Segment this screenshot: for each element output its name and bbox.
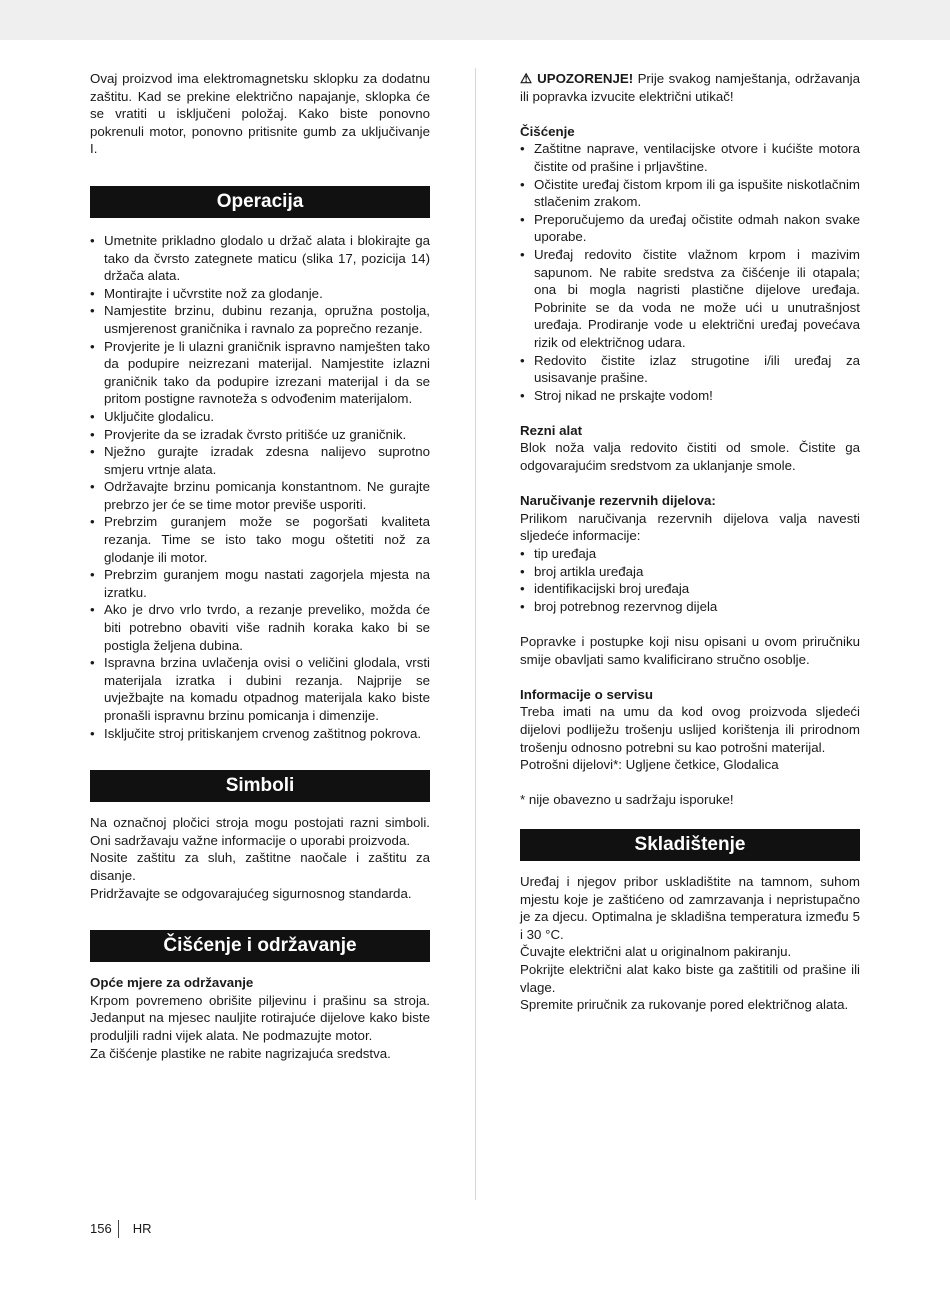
list-item: • Umetnite prikladno glodalo u držač alata i blokirajte ga tako da čvrsto zategnete maticu (slika 17, pozicija 14) držača alata. [90, 232, 430, 285]
list-item: • tip uređaja [520, 545, 860, 563]
simboli-paragraph: Nosite zaštitu za sluh, zaštitne naočale i zaštitu za disanje. [90, 850, 430, 883]
list-item: • Održavajte brzinu pomicanja konstantnom. Ne gurajte prebrzo jer će se time motor previše usporiti. [90, 478, 430, 513]
list-item: • Stroj nikad ne prskajte vodom! [520, 387, 860, 405]
consumables-line: Potrošni dijelovi*: Ugljene četkice, Glodalica [520, 757, 779, 773]
section-title-simboli: Simboli [90, 770, 430, 802]
section-title-operacija: Operacija [90, 186, 430, 218]
blade-paragraph: Blok noža valja redovito čistiti od smole. Čistite ga odgovarajućim sredstvom za uklanjanje smole. [520, 440, 860, 474]
list-item: • Uključite glodalicu. [90, 408, 430, 426]
maintenance-paragraph: Krpom povremeno obrišite piljevinu i prašinu sa stroja. Jedanput na mjesec nauljite rotirajuće dijelove kako biste produljili radni vijek alata. Ne podmazujte motor. [90, 992, 430, 1043]
list-item: • broj artikla uređaja [520, 563, 860, 581]
maintenance-subtitle: Opće mjere za održavanje [90, 975, 254, 991]
cleaning-title: Čišćenje [520, 123, 575, 139]
list-item: • Namjestite brzinu, dubinu rezanja, opružna postolja, usmjerenost graničnika i ravnalo za poprečno rezanje. [90, 302, 430, 337]
list-item: • Redovito čistite izlaz strugotine i/ili uređaj za usisavanje prašine. [520, 352, 860, 387]
page-number: 156 [90, 1220, 119, 1238]
list-item: • broj potrebnog rezervnog dijela [520, 598, 860, 616]
simboli-paragraph: Pridržavajte se odgovarajućeg sigurnosnog standarda. [90, 885, 412, 901]
list-item: • Očistite uređaj čistom krpom ili ga ispušite niskotlačnim stlačenim zrakom. [520, 176, 860, 211]
list-item: • Provjerite je li ulazni graničnik ispravno namješten tako da podupire neizrezani materijal. Namjestite izlazni graničnik tako da podupire izrezani materijal i da se pritom postigne ravnoteža s odvođenim materijalom. [90, 338, 430, 408]
section-title-skladistenje: Skladištenje [520, 829, 860, 861]
warning-triangle-icon: ⚠ [520, 71, 533, 86]
repairs-note: Popravke i postupke koji nisu opisani u ovom priručniku smije obavljati samo kvalificirano stručno osoblje. [520, 634, 860, 667]
top-bar [0, 0, 950, 40]
language-code: HR [132, 1221, 152, 1236]
warning-paragraph [520, 70, 860, 105]
parts-title: Naručivanje rezervnih dijelova: [520, 493, 716, 509]
warning-label: UPOZORENJE! [537, 71, 634, 86]
parts-list [520, 545, 860, 615]
blade-title: Rezni alat [520, 422, 583, 438]
cleaning-list [520, 140, 860, 404]
left-column [90, 70, 430, 1062]
storage-paragraph: Uređaj i njegov pribor uskladištite na tamnom, suhom mjestu koje je zaštićeno od zamrzavanja i nepristupačno je za djecu. Optimalna je skladišna temperatura između 5 i 30 °C. [520, 873, 860, 942]
list-item: • Isključite stroj pritiskanjem crvenog zaštitnog pokrova. [90, 725, 430, 743]
list-item: • Uređaj redovito čistite vlažnom krpom i mazivim sapunom. Ne rabite sredstva za čišćenje ili otapala; ona bi mogla nagristi plastične dijelove uređaja. Pobrinite se da voda ne može ući u unutrašnjost uređaja. Prodiranje vode u električni uređaj povećava rizik od električnog udara. [520, 246, 860, 352]
list-item: • Prebrzim guranjem može se pogoršati kvaliteta rezanja. Time se isto tako mogu oštetiti nož za glodanje ili motor. [90, 513, 430, 566]
service-paragraph: Treba imati na umu da kod ovog proizvoda sljedeći dijelovi podliježu trošenju uslijed korištenja ili prirodnom trošenju odnosno potrebni su kao potrošni materijal. [520, 704, 860, 755]
list-item: • Provjerite da se izradak čvrsto pritišće uz graničnik. [90, 426, 430, 444]
list-item: • Ako je drvo vrlo tvrdo, a rezanje preveliko, možda će biti potrebno obaviti više radnih koraka kako bi se postigla željena dubina. [90, 601, 430, 654]
warning-text: Prije svakog namještanja, održavanja ili popravka izvucite električni utikač! [520, 71, 861, 104]
parts-paragraph: Prilikom naručivanja rezervnih dijelova valja navesti sljedeće informacije: [520, 510, 860, 544]
right-column [520, 70, 860, 1014]
list-item: • identifikacijski broj uređaja [520, 580, 860, 598]
simboli-paragraph: Na označnoj pločici stroja mogu postojati razni simboli. Oni sadržavaju važne informacije o uporabi proizvoda. [90, 815, 430, 848]
list-item: • Nježno gurajte izradak zdesna nalijevo suprotno smjeru vrtnje alata. [90, 443, 430, 478]
storage-paragraph: Pokrijte električni alat kako biste ga zaštitili od prašine ili vlage. [520, 961, 860, 995]
list-item: • Ispravna brzina uvlačenja ovisi o veličini glodala, vrsti materijala izratka i dubini rezanja. Najprije se uvježbajte na komadu otpadnog materijala kako biste pronašli ispravnu brzinu pomicanja i dimenzije. [90, 654, 430, 724]
list-item: • Preporučujemo da uređaj očistite odmah nakon svake uporabe. [520, 211, 860, 246]
storage-paragraph: Čuvajte električni alat u originalnom pakiranju. [520, 944, 792, 960]
maintenance-paragraph: Za čišćenje plastike ne rabite nagrizajuća sredstva. [90, 1045, 391, 1061]
service-footnote: * nije obavezno u sadržaju isporuke! [520, 792, 734, 808]
column-divider [475, 68, 476, 1200]
service-title: Informacije o servisu [520, 686, 654, 702]
list-item: • Montirajte i učvrstite nož za glodanje. [90, 285, 430, 303]
list-item: • Zaštitne naprave, ventilacijske otvore i kućište motora čistite od prašine i prljavštine. [520, 140, 860, 175]
storage-paragraph: Spremite priručnik za rukovanje pored električnog alata. [520, 997, 849, 1013]
section-title-ciscenje: Čišćenje i održavanje [90, 930, 430, 962]
intro-paragraph: Ovaj proizvod ima elektromagnetsku sklopku za dodatnu zaštitu. Kad se prekine električno napajanje, sklopka će se vratiti u isključeni položaj. Kako biste ponovno pokrenuli motor, ponovno pritisnite gumb za uključivanje I. [90, 71, 430, 157]
list-item: • Prebrzim guranjem mogu nastati zagorjela mjesta na izratku. [90, 566, 430, 601]
page-footer [90, 1220, 151, 1238]
operacija-list [90, 232, 430, 742]
